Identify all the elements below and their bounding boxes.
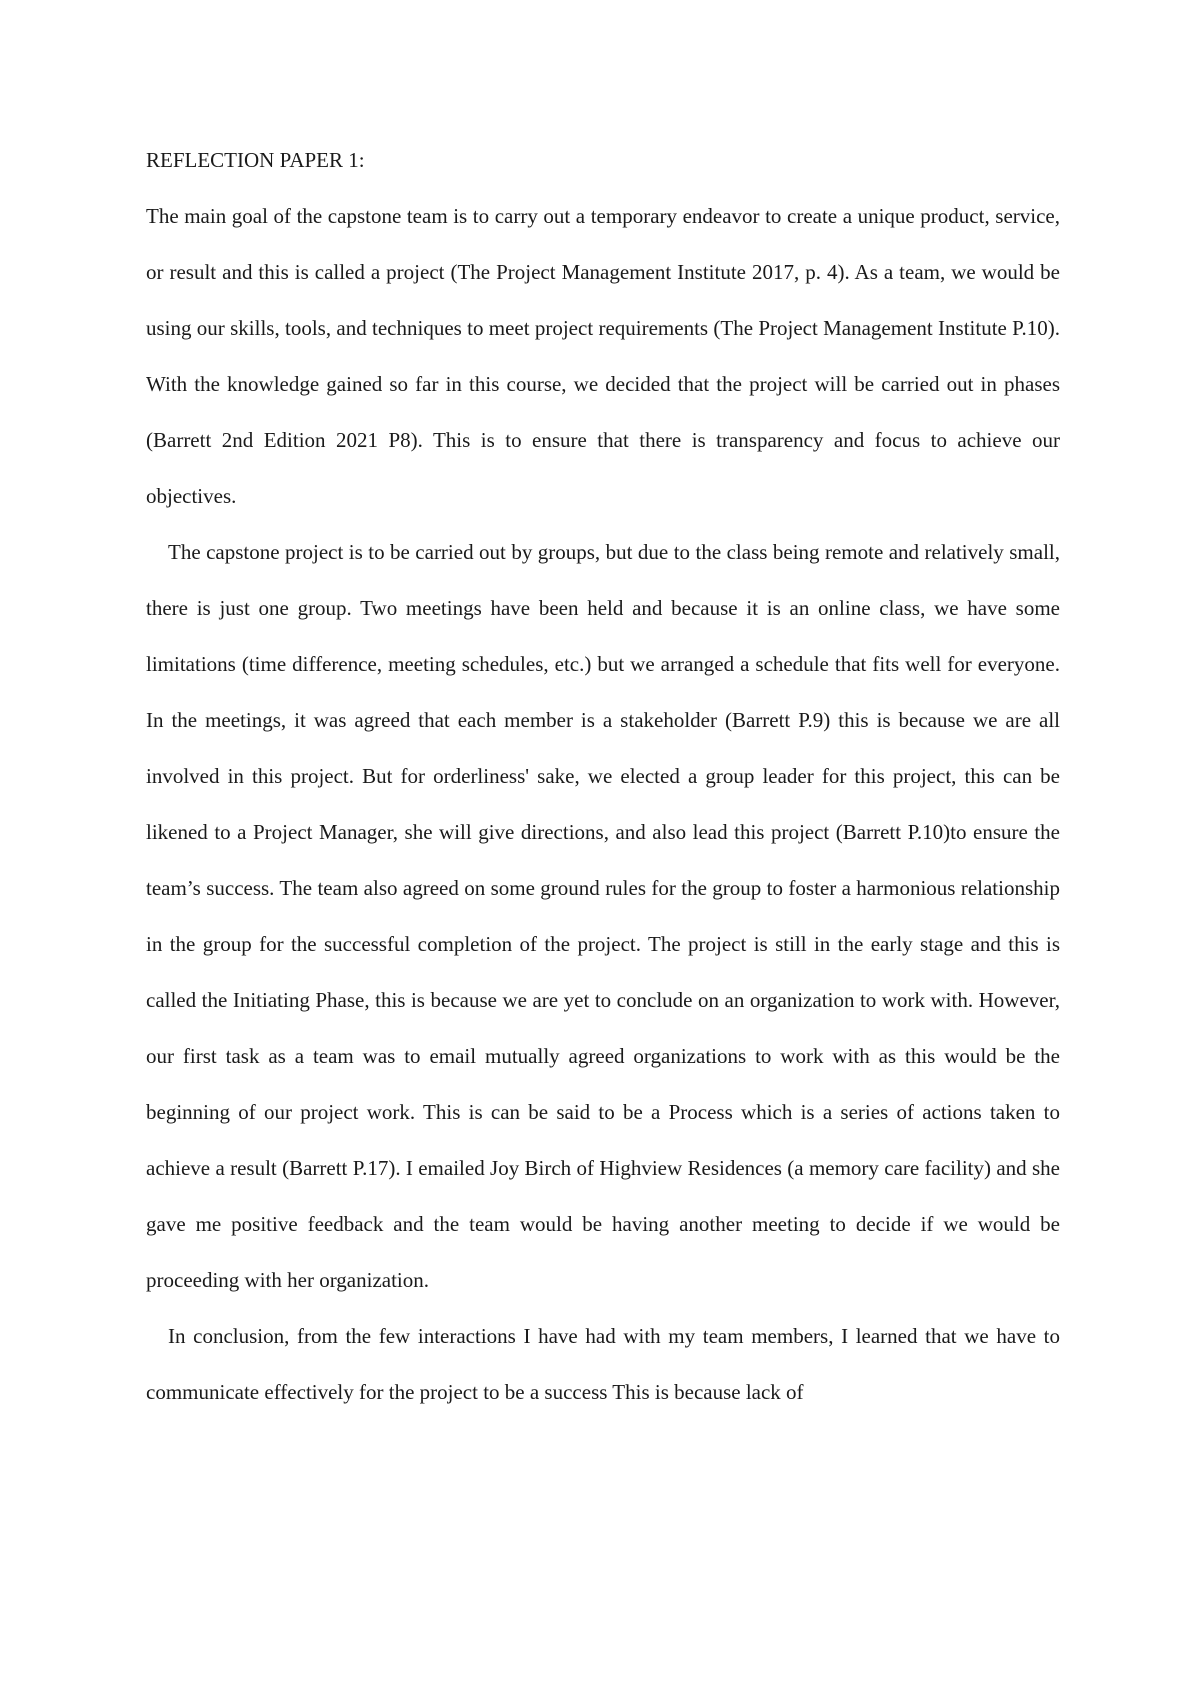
document-body <box>146 140 1060 1420</box>
paragraph-3: In conclusion, from the few interactions I have had with my team members, I learned that we have to communicate effectively for the project to be a success This is because lack of <box>146 1324 1060 1404</box>
paragraph-2: The capstone project is to be carried out by groups, but due to the class being remote and relatively small, there is just one group. Two meetings have been held and because it is an online class, we have some limitations (time difference, meeting schedules, etc.) but we arranged a schedule that fits well for everyone. In the meetings, it was agreed that each member is a stakeholder (Barrett P.9) this is because we are all involved in this project. But for orderliness' sake, we elected a group leader for this project, this can be likened to a Project Manager, she will give directions, and also lead this project (Barrett P.10)to ensure the team’s success. The team also agreed on some ground rules for the group to foster a harmonious relationship in the group for the successful completion of the project. The project is still in the early stage and this is called the Initiating Phase, this is because we are yet to conclude on an organization to work with. However, our first task as a team was to email mutually agreed organizations to work with as this would be the beginning of our project work. This is can be said to be a Process which is a series of actions taken to achieve a result (Barrett P.17). I emailed Joy Birch of Highview Residences (a memory care facility) and she gave me positive feedback and the team would be having another meeting to decide if we would be proceeding with her organization. <box>146 540 1060 1292</box>
paragraph-1: The main goal of the capstone team is to carry out a temporary endeavor to create a unique product, service, or result and this is called a project (The Project Management Institute 2017, p. 4). As a team, we would be using our skills, tools, and techniques to meet project requirements (The Project Management Institute P.10). With the knowledge gained so far in this course, we decided that the project will be carried out in phases (Barrett 2nd Edition 2021 P8). This is to ensure that there is transparency and focus to achieve our objectives. <box>146 204 1060 508</box>
document-heading: REFLECTION PAPER 1: <box>146 148 365 172</box>
